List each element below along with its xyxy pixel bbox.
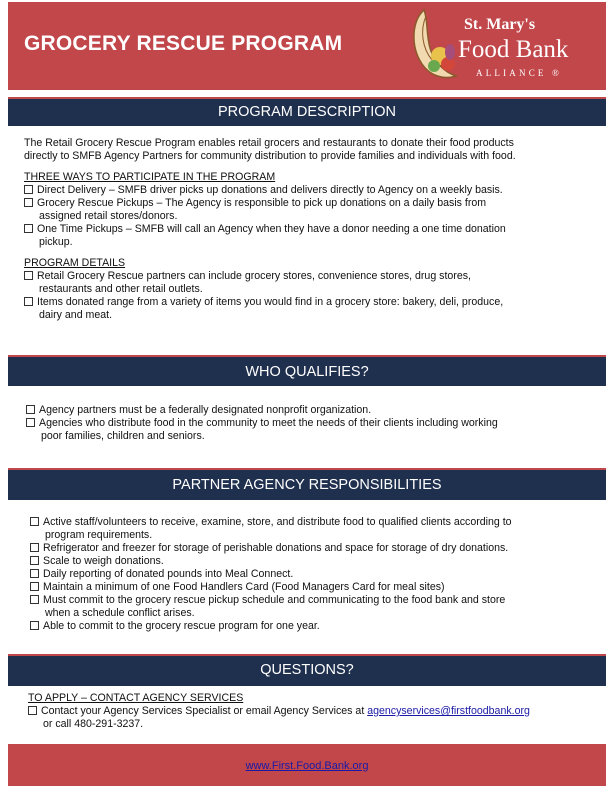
- bar-accent-line: [8, 654, 606, 656]
- qualifies-block: [26, 404, 498, 443]
- intro-line-2: directly to SMFB Agency Partners for community distribution to provide families and individuals with food.: [24, 150, 516, 162]
- qualify-2-cont: poor families, children and seniors.: [41, 430, 205, 442]
- email-link[interactable]: agencyservices@firstfoodbank.org: [367, 705, 530, 717]
- bar-accent-line: [8, 97, 606, 99]
- checkbox-icon: [24, 185, 33, 194]
- resp-6: Must commit to the grocery rescue pickup schedule and communicating to the food bank and store: [43, 594, 506, 606]
- logo-text-line1: St. Mary's: [464, 16, 536, 33]
- checkbox-icon: [24, 297, 33, 306]
- section-bar-questions: [8, 654, 606, 686]
- bar-accent-line: [8, 468, 606, 470]
- way-2-cont: assigned retail stores/donors.: [39, 210, 178, 222]
- checkbox-icon: [28, 706, 37, 715]
- checkbox-icon: [30, 517, 39, 526]
- apply-heading: TO APPLY – CONTACT AGENCY SERVICES: [28, 692, 244, 704]
- resp-1-cont: program requirements.: [45, 529, 153, 541]
- resp-3: Scale to weigh donations.: [43, 555, 164, 567]
- intro-line-1: The Retail Grocery Rescue Program enables retail grocers and restaurants to donate their food products: [24, 137, 514, 149]
- checkbox-icon: [24, 224, 33, 233]
- qualify-2: Agencies who distribute food in the community to meet the needs of their clients including working: [39, 417, 498, 429]
- contact-phone: or call 480-291-3237.: [43, 718, 144, 730]
- logo-text-line3: ALLIANCE ®: [476, 68, 563, 78]
- section-bar-qualifies: [8, 355, 606, 386]
- checkbox-icon: [30, 582, 39, 591]
- section-title-description: PROGRAM DESCRIPTION: [217, 104, 397, 120]
- checkbox-icon: [24, 271, 33, 280]
- way-1: Direct Delivery – SMFB driver picks up donations and delivers directly to Agency on a weekly basis.: [37, 184, 503, 196]
- checkbox-icon: [30, 569, 39, 578]
- checkbox-icon: [26, 405, 35, 414]
- ways-heading: THREE WAYS TO PARTICIPATE IN THE PROGRAM: [24, 171, 276, 183]
- detail-1-cont: restaurants and other retail outlets.: [39, 283, 203, 295]
- page-title: GROCERY RESCUE PROGRAM: [24, 32, 343, 55]
- bar-accent-line: [8, 355, 606, 357]
- resp-7: Able to commit to the grocery rescue program for one year.: [43, 620, 320, 632]
- detail-2: Items donated range from a variety of items you would find in a grocery store: bakery, deli, produce,: [37, 296, 504, 308]
- way-3: One Time Pickups – SMFB will call an Agency when they have a donor needing a one time donation: [37, 223, 506, 235]
- program-description-block: [24, 137, 516, 322]
- section-title-questions: QUESTIONS?: [260, 662, 354, 678]
- resp-5: Maintain a minimum of one Food Handlers Card (Food Managers Card for meal sites): [43, 581, 445, 593]
- checkbox-icon: [30, 595, 39, 604]
- questions-block: [28, 692, 530, 731]
- resp-6-cont: when a schedule conflict arises.: [45, 607, 195, 619]
- resp-2: Refrigerator and freezer for storage of perishable donations and space for storage of dry donations.: [43, 542, 509, 554]
- contact-text: Contact your Agency Services Specialist or email Agency Services at: [41, 705, 365, 717]
- checkbox-icon: [30, 556, 39, 565]
- resp-1: Active staff/volunteers to receive, examine, store, and distribute food to qualified clients according to: [43, 516, 512, 528]
- header-banner: [8, 2, 606, 90]
- section-bar-description: [8, 97, 606, 126]
- checkbox-icon: [24, 198, 33, 207]
- responsibilities-block: [30, 516, 512, 633]
- checkbox-icon: [30, 543, 39, 552]
- checkbox-icon: [26, 418, 35, 427]
- website-link[interactable]: www.First.Food.Bank.org: [245, 760, 369, 772]
- cornucopia-icon: [404, 6, 464, 86]
- details-heading: PROGRAM DETAILS: [24, 257, 126, 269]
- section-bar-responsibilities: [8, 468, 606, 500]
- detail-2-cont: dairy and meat.: [39, 309, 113, 321]
- way-3-cont: pickup.: [39, 236, 73, 248]
- resp-4: Daily reporting of donated pounds into Meal Connect.: [43, 568, 294, 580]
- footer-banner: [8, 744, 606, 786]
- checkbox-icon: [30, 621, 39, 630]
- detail-1: Retail Grocery Rescue partners can include grocery stores, convenience stores, drug stores,: [37, 270, 471, 282]
- section-title-qualifies: WHO QUALIFIES?: [245, 364, 369, 380]
- food-bank-logo: [404, 6, 604, 86]
- qualify-1: Agency partners must be a federally designated nonprofit organization.: [39, 404, 372, 416]
- section-title-responsibilities: PARTNER AGENCY RESPONSIBILITIES: [172, 477, 442, 493]
- logo-text-line2: Food Bank: [458, 36, 569, 63]
- way-2: Grocery Rescue Pickups – The Agency is responsible to pick up donations on a daily basis from: [37, 197, 487, 209]
